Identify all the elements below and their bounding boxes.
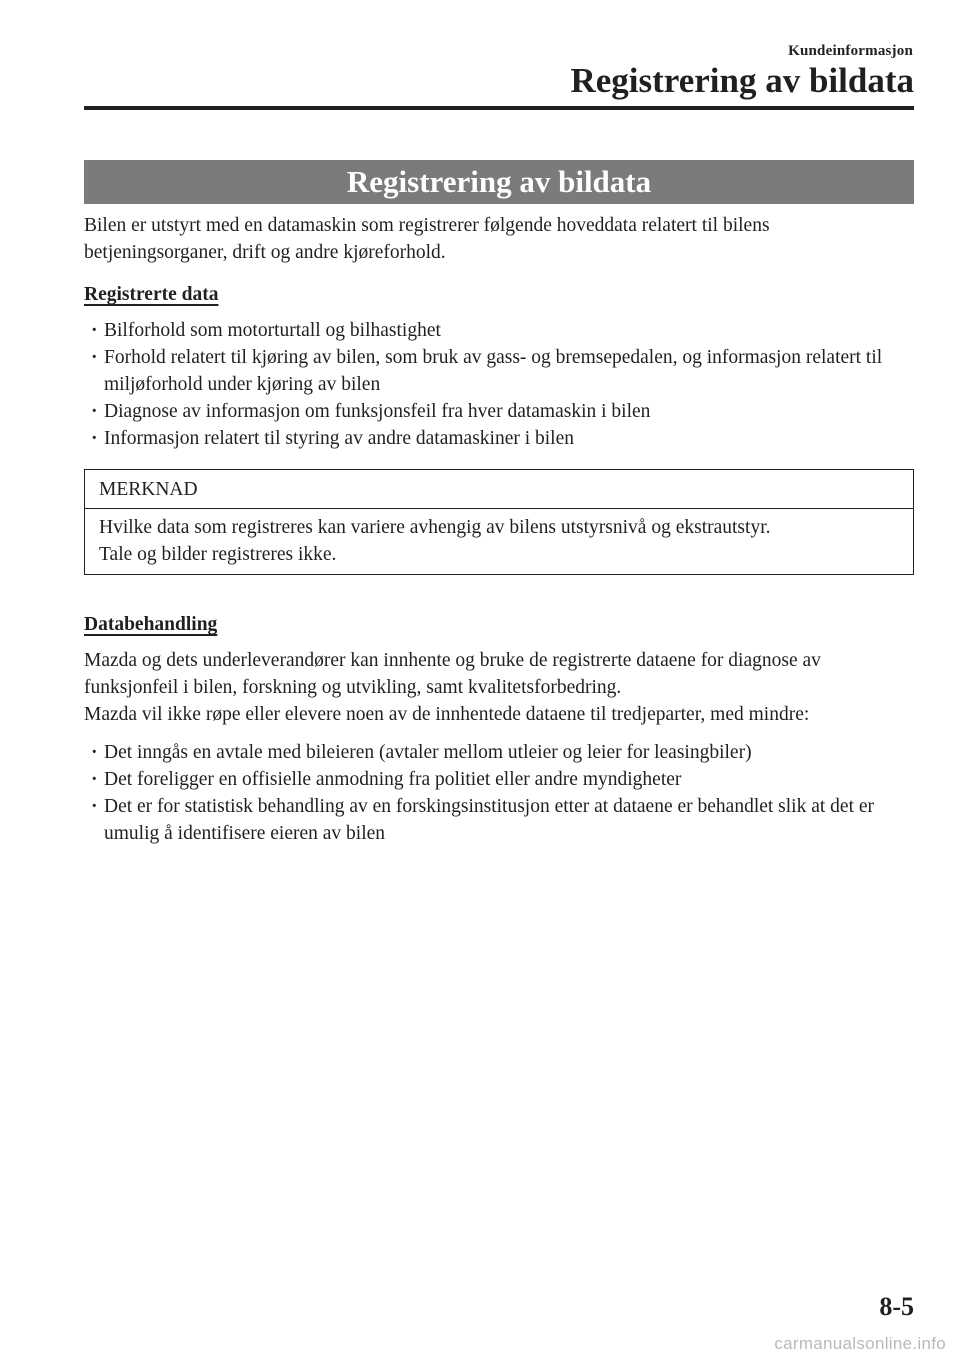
note-title: MERKNAD: [85, 470, 913, 509]
note-body: [85, 509, 913, 574]
list-item: [84, 766, 914, 793]
bullet-icon: ·: [91, 347, 98, 368]
watermark: carmanualsonline.info: [774, 1334, 946, 1353]
list-item: [84, 398, 914, 425]
page-header-title: Registrering av bildata: [570, 61, 914, 100]
bullet-icon: ·: [91, 320, 98, 341]
bullet-icon: ·: [91, 742, 98, 763]
list-item-text: Det foreligger en offisielle anmodning fra politiet eller andre myndigheter: [104, 769, 682, 790]
section-banner: Registrering av bildata: [84, 160, 914, 204]
list-item: [84, 317, 914, 344]
note-line: Tale og bilder registreres ikke.: [99, 544, 337, 565]
page-number: 8-5: [879, 1292, 914, 1321]
section-label: Kundeinformasjon: [788, 43, 913, 59]
list-item: [84, 739, 914, 766]
processing-exceptions-list: [84, 739, 914, 847]
list-item-text: Det er for statistisk behandling av en forskingsinstitusjon etter at dataene er behandlet slik at det er umulig å identifisere eieren av bilen: [104, 796, 875, 844]
processing-heading: Databehandling: [84, 614, 218, 635]
page-content: [84, 212, 914, 847]
bullet-icon: ·: [91, 428, 98, 449]
processing-paragraph: Mazda og dets underleverandører kan innhente og bruke de registrerte dataene for diagnose av funksjonfeil i bilen, forskning og utvikling, samt kvalitetsforbedring.: [84, 650, 821, 698]
note-box: [84, 469, 914, 575]
recorded-data-heading: Registrerte data: [84, 284, 219, 305]
bullet-icon: ·: [91, 401, 98, 422]
list-item: [84, 793, 914, 847]
bullet-icon: ·: [91, 769, 98, 790]
recorded-data-list: [84, 317, 914, 452]
list-item: [84, 425, 914, 452]
list-item-text: Det inngås en avtale med bileieren (avtaler mellom utleier og leier for leasingbiler): [104, 742, 752, 763]
processing-paragraph: Mazda vil ikke røpe eller elevere noen av de innhentede dataene til tredjeparter, med mindre:: [84, 704, 810, 725]
note-line: Hvilke data som registreres kan variere avhengig av bilens utstyrsnivå og ekstrautstyr.: [99, 517, 771, 538]
intro-paragraph: Bilen er utstyrt med en datamaskin som registrerer følgende hoveddata relatert til bilens betjeningsorganer, drift og andre kjøreforhold.: [84, 215, 770, 263]
header-divider: [84, 106, 914, 110]
list-item-text: Diagnose av informasjon om funksjonsfeil fra hver datamaskin i bilen: [104, 401, 651, 422]
list-item-text: Bilforhold som motorturtall og bilhastighet: [104, 320, 441, 341]
list-item: [84, 344, 914, 398]
bullet-icon: ·: [91, 796, 98, 817]
list-item-text: Informasjon relatert til styring av andre datamaskiner i bilen: [104, 428, 575, 449]
list-item-text: Forhold relatert til kjøring av bilen, som bruk av gass- og bremsepedalen, og informasjon relatert til miljøforhold under kjøring av bilen: [104, 347, 883, 395]
